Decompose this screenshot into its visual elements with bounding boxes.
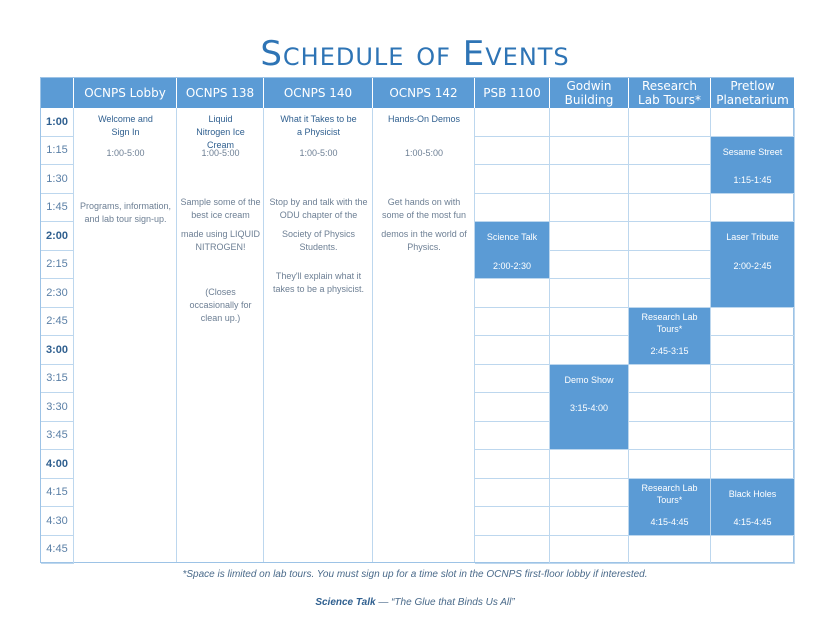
all-day-event-title: What it Takes to be a Physicist (280, 114, 357, 137)
event-block (711, 222, 794, 307)
schedule-cell (711, 308, 795, 337)
schedule-cell (550, 108, 629, 137)
event-title: Research Lab Tours* (641, 482, 698, 505)
all-day-event-description: demos in the world of Physics. (381, 229, 467, 252)
all-day-event-description: Stop by and talk with the ODU chapter of the (269, 197, 368, 220)
schedule-cell (711, 422, 795, 451)
schedule-cell (550, 165, 629, 194)
schedule-cell (475, 336, 550, 365)
time-label: 4:15 (41, 479, 74, 508)
time-label: 3:30 (41, 393, 74, 422)
schedule-cell (550, 251, 629, 280)
tagline (0, 597, 830, 608)
schedule-cell (475, 422, 550, 451)
schedule-cell (629, 165, 711, 194)
event-block (711, 479, 794, 535)
schedule-cell (475, 536, 550, 565)
event-block (711, 137, 794, 193)
schedule-cell (550, 479, 629, 508)
column-header: Research Lab Tours* (629, 78, 711, 108)
time-label: 4:00 (41, 450, 74, 479)
all-day-event-description: Society of Physics Students. (281, 229, 356, 252)
event-title: Laser Tribute (726, 232, 779, 242)
schedule-cell (550, 222, 629, 251)
all-day-event-time: 1:00-5:00 (201, 148, 240, 158)
schedule-cell (629, 422, 711, 451)
schedule-cell (475, 479, 550, 508)
schedule-cell (711, 194, 795, 223)
column-divider (176, 108, 177, 562)
all-day-event-description: (Closes occasionally for clean up.) (189, 287, 252, 323)
all-day-event-description: Programs, information, and lab tour sign-up. (79, 201, 172, 224)
schedule-cell (475, 308, 550, 337)
event-time: 4:15-4:45 (733, 517, 772, 527)
time-label: 2:00 (41, 222, 74, 251)
schedule-cell (629, 194, 711, 223)
schedule-cell (711, 393, 795, 422)
time-label: 2:15 (41, 251, 74, 280)
time-label: 3:00 (41, 336, 74, 365)
all-day-event-description: Sample some of the best ice cream (180, 197, 261, 220)
all-day-event-time: 1:00-5:00 (404, 148, 444, 158)
event-time: 2:00-2:30 (492, 260, 532, 271)
column-header: Pretlow Planetarium (711, 78, 795, 108)
schedule-cell (550, 137, 629, 166)
schedule-cell (475, 365, 550, 394)
event-time: 2:45-3:15 (650, 346, 689, 356)
column-header: OCNPS 142 (373, 78, 475, 108)
time-label: 3:15 (41, 365, 74, 394)
schedule-cell (475, 165, 550, 194)
time-label: 1:30 (41, 165, 74, 194)
schedule-cell (475, 450, 550, 479)
schedule-cell (550, 450, 629, 479)
schedule-cell (475, 137, 550, 166)
column-header: OCNPS Lobby (74, 78, 177, 108)
header-corner (41, 78, 74, 108)
column-header: OCNPS 138 (177, 78, 264, 108)
schedule-cell (711, 108, 795, 137)
event-title: Sesame Street (722, 146, 783, 157)
time-label: 4:45 (41, 536, 74, 565)
event-block (629, 479, 710, 535)
column-divider (263, 108, 264, 562)
all-day-event-time: 1:00-5:00 (299, 148, 338, 158)
event-time: 3:15-4:00 (569, 403, 609, 413)
schedule-cell (629, 108, 711, 137)
schedule-cell (550, 279, 629, 308)
all-day-event-title: Welcome and Sign In (98, 114, 153, 137)
all-day-event-time: 1:00-5:00 (106, 148, 145, 158)
column-header: PSB 1100 (475, 78, 550, 108)
schedule-cell (711, 336, 795, 365)
all-day-event-description: Get hands on with some of the most fun (381, 197, 467, 220)
schedule-cell (475, 108, 550, 137)
time-label: 4:30 (41, 507, 74, 536)
event-title: Research Lab Tours* (641, 311, 698, 334)
schedule-cell (475, 279, 550, 308)
schedule-cell (550, 308, 629, 337)
tagline-text: — “The Glue that Binds Us All” (375, 597, 515, 608)
event-title: Science Talk (486, 232, 538, 242)
schedule-cell (629, 222, 711, 251)
schedule-cell (629, 450, 711, 479)
column-header: Mills Godwin Building 102 (550, 78, 629, 108)
time-label: 1:15 (41, 137, 74, 166)
schedule-cell (629, 251, 711, 280)
schedule-cell (475, 393, 550, 422)
time-label: 1:45 (41, 194, 74, 223)
event-block (475, 222, 549, 278)
schedule-cell (629, 365, 711, 394)
schedule-cell (550, 336, 629, 365)
tagline-brand: Science Talk (315, 597, 376, 608)
event-time: 1:15-1:45 (733, 175, 772, 185)
time-label: 3:45 (41, 422, 74, 451)
all-day-event-description: made using LIQUID NITROGEN! (180, 229, 261, 252)
schedule-cell (711, 450, 795, 479)
lab-tour-note: *Space is limited on lab tours. You must sign up for a time slot in the OCNPS first-floor lobby if interested. (182, 569, 648, 580)
event-title: Black Holes (728, 488, 777, 499)
all-day-event-description: They'll explain what it takes to be a physicist. (272, 271, 365, 294)
schedule-cell (629, 137, 711, 166)
all-day-event-title: Liquid Nitrogen Ice Cream (196, 114, 245, 150)
event-time: 2:00-2:45 (733, 260, 772, 271)
column-divider (372, 108, 373, 562)
column-header: OCNPS 140 (264, 78, 373, 108)
event-block (629, 308, 710, 364)
schedule-cell (550, 536, 629, 565)
schedule-cell (629, 279, 711, 308)
schedule-cell (711, 536, 795, 565)
schedule-cell (629, 536, 711, 565)
schedule-grid (40, 65, 794, 563)
event-block (550, 365, 628, 450)
schedule-cell (550, 194, 629, 223)
all-day-event-title: Hands-On Demos (387, 114, 461, 124)
time-label: 2:45 (41, 308, 74, 337)
schedule-cell (475, 194, 550, 223)
event-title: Demo Show (564, 374, 614, 385)
time-label: 2:30 (41, 279, 74, 308)
time-label: 1:00 (41, 108, 74, 137)
page-title: Schedule of Events (260, 34, 570, 74)
schedule-cell (550, 507, 629, 536)
schedule-cell (475, 507, 550, 536)
schedule-cell (711, 365, 795, 394)
event-time: 4:15-4:45 (650, 517, 689, 527)
schedule-cell (629, 393, 711, 422)
